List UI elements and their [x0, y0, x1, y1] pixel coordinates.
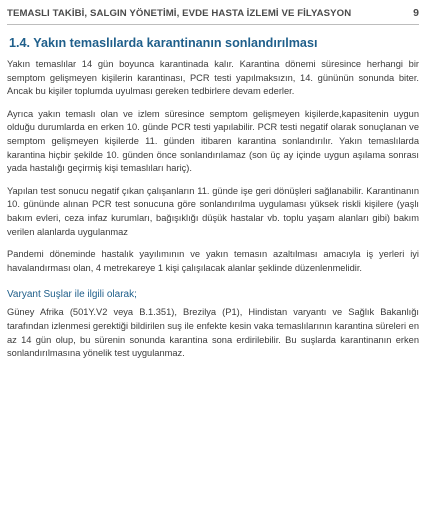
section-heading: 1.4. Yakın temaslılarda karantinanın sonlandırılması: [9, 36, 318, 50]
page-content: [7, 36, 419, 370]
page-number: 9: [413, 7, 419, 19]
paragraph-quarantine-duration: Yakın temaslılar 14 gün boyunca karantinada kalır. Karantina dönemi süresince herhangi bir semptom gelişmeyen kişilerin karantinası, PCR testi yapılmaksızın, 14. gününün sonunda biter. Ancak bu kişiler toplumda uyulması gereken tedbirlere devam ederler.: [7, 59, 419, 97]
paragraph-ventilation: Pandemi döneminde hastalık yayılımının ve yakın temasın azaltılması amacıyla iş yerleri iyi havalandırması olan, 4 metrekareye 1 kişi çalışılacak alanlar şeklinde düzenlenmelidir.: [7, 249, 419, 273]
header-title: TEMASLI TAKİBİ, SALGIN YÖNETİMİ, EVDE HASTA İZLEMİ VE FİLYASYON: [7, 7, 352, 19]
paragraph-workers-return: Yapılan test sonucu negatif çıkan çalışanların 11. günde işe geri dönüşleri sağlanabilir. Karantinanın 10. gününde alınan PCR test sonucuna göre sonlandırılma uygulaması yüksek riskli kişilere (yaşlı bakım evleri, ceza infaz kurumları, bağışıklığı düşük hastalar vb. toplu yaşam alanları gibi) bakım verilen alanlarda uygulanmaz: [7, 185, 419, 237]
paragraph-variant-strains: Güney Afrika (501Y.V2 veya B.1.351), Brezilya (P1), Hindistan varyantı ve Sağlık Bakanlığı tarafından izlenmesi gerektiği bildirilen suş ile enfekte kesin vaka temaslılarının karantina süreleri en az 14 gün olup, bu sürenin sonunda karantina sona erdirilebilir. Bu suşlarda karantinanın erken sonlandırılmasına yönelik test uygulanmaz.: [7, 307, 419, 359]
page-header: [7, 2, 419, 25]
variant-heading: Varyant Suşlar ile ilgili olarak;: [7, 289, 137, 301]
paragraph-pcr-testing: Ayrıca yakın temaslı olan ve izlem süresince semptom gelişmeyen kişilerde,kapasitenin uygun olduğu durumlarda en erken 10. günde PCR testi yapılabilir. PCR testi negatif olarak sonuçlanan ve semptom gelişmeyen kişilerde 11. günden itibaren karantina sonlandırılır. Yakın temaslılarda karantina hiçbir şekilde 10. günden önce sonlandırılamaz (son üç ay içinde uygun aşılama sonrası yada hastalığı geçirmiş kişi temaslıları hariç).: [7, 108, 419, 174]
